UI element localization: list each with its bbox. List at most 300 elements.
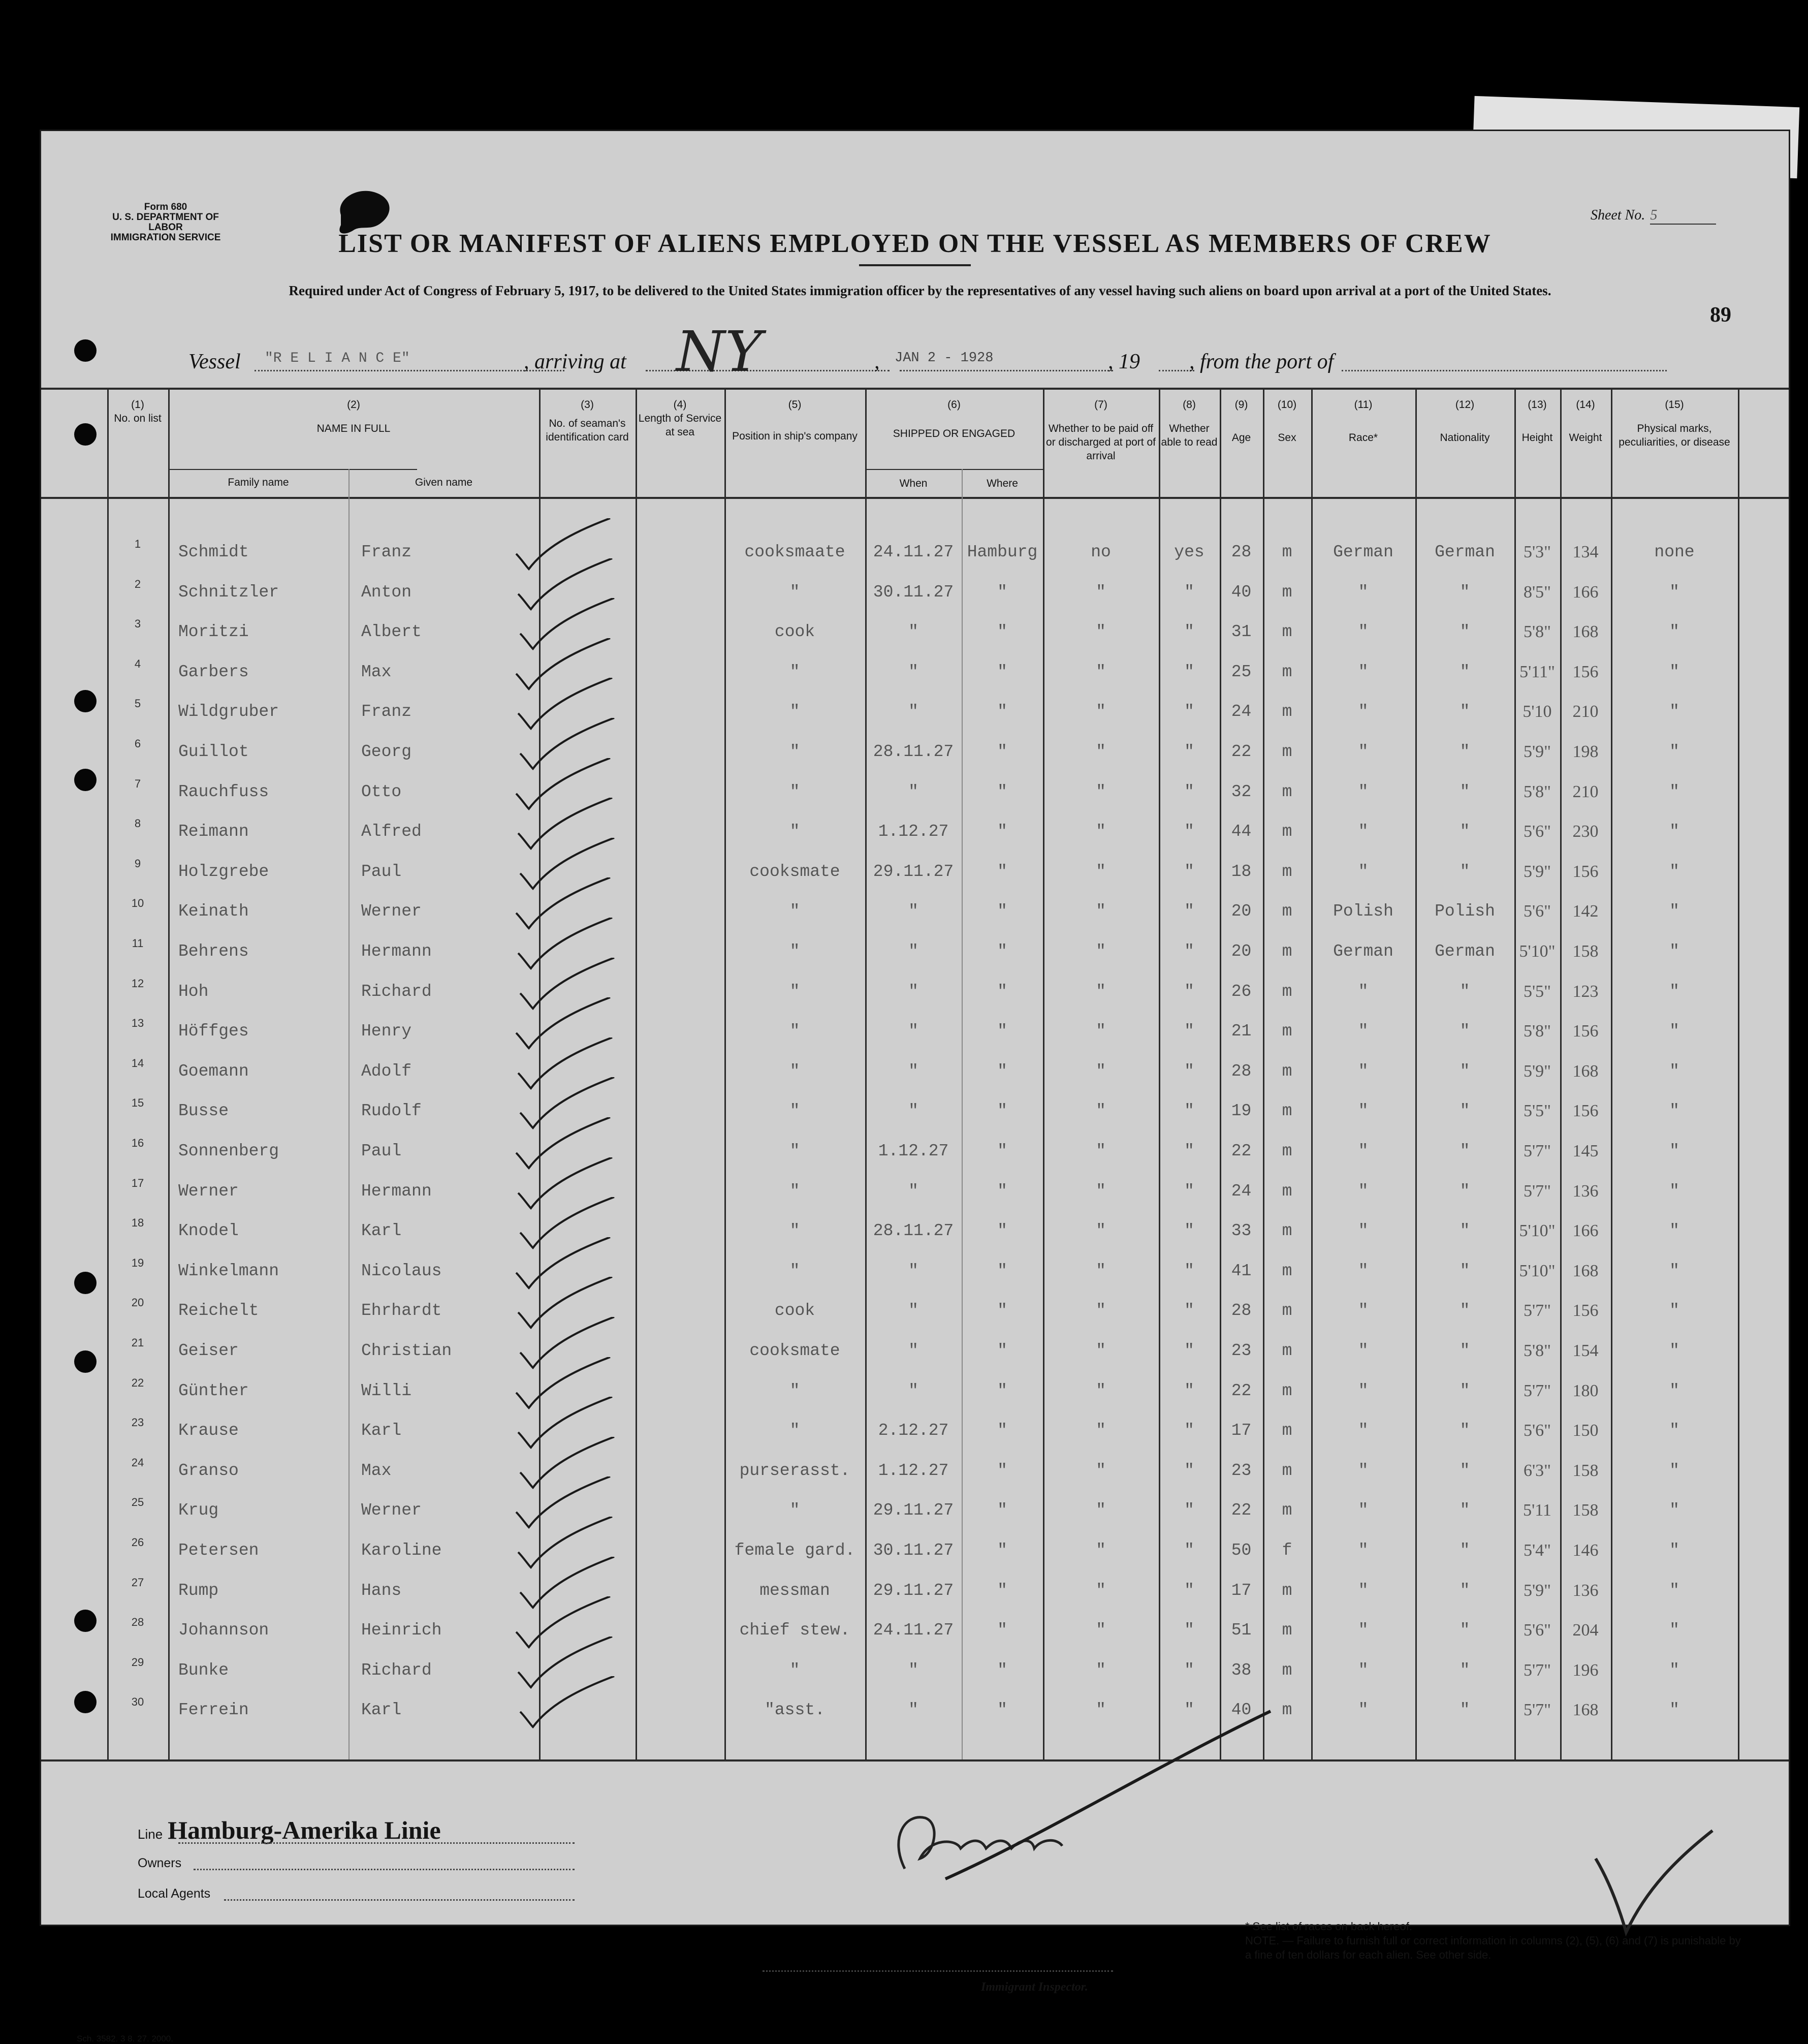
title-rule (859, 264, 971, 266)
row-number: 4 (134, 657, 141, 670)
cell-where: Hamburg (967, 543, 1038, 561)
shipping-line (138, 1815, 441, 1845)
row-number: 18 (131, 1216, 144, 1230)
cell-position: purserasst. (739, 1461, 850, 1480)
row-number: 20 (131, 1296, 144, 1309)
row-number: 28 (131, 1616, 144, 1629)
cell-height: 5'9" (1523, 742, 1551, 761)
cell-age: 33 (1231, 1221, 1252, 1241)
cell-height: 5'10" (1519, 1221, 1556, 1241)
line-value: Hamburg-Amerika Linie (168, 1816, 441, 1844)
cell-where: " (997, 1341, 1007, 1360)
cell-family: Holzgrebe (178, 862, 269, 881)
cell-paid: " (1096, 1461, 1106, 1480)
cell-position: " (789, 1061, 800, 1081)
cell-age: 28 (1231, 543, 1252, 561)
cell-age: 38 (1231, 1660, 1252, 1680)
cell-paid: " (1096, 662, 1106, 681)
cell-age: 24 (1231, 702, 1252, 721)
cell-where: " (997, 1660, 1007, 1680)
cell-race: " (1358, 622, 1369, 642)
schedule-code: Sch. 3582. 3 8. 27. 2000. (77, 2034, 173, 2043)
cell-race: " (1358, 1461, 1369, 1480)
cell-nat: " (1460, 1102, 1470, 1121)
row-number: 21 (131, 1336, 144, 1349)
cell-sex: m (1282, 862, 1292, 881)
cell-age: 40 (1231, 582, 1252, 602)
row-number: 7 (134, 777, 141, 790)
cell-marks: " (1669, 1022, 1679, 1041)
cell-nat: " (1460, 1701, 1470, 1720)
cell-read: " (1184, 982, 1194, 1001)
row-number: 15 (131, 1096, 144, 1110)
cell-age: 26 (1231, 982, 1252, 1001)
cell-nat: " (1460, 702, 1470, 721)
page-number: 89 (1710, 303, 1731, 327)
cell-read: " (1184, 662, 1194, 681)
cell-family: Rauchfuss (178, 782, 269, 801)
cell-nat: " (1460, 1541, 1470, 1560)
cell-age: 51 (1231, 1621, 1252, 1640)
cell-when: " (908, 1381, 918, 1400)
cell-sex: m (1282, 543, 1292, 561)
col-subheader-family: Family name (228, 477, 289, 488)
cell-sex: m (1282, 1061, 1292, 1081)
cell-when: 29.11.27 (873, 1581, 954, 1600)
cell-height: 5'10" (1519, 1261, 1556, 1280)
cell-where: " (997, 862, 1007, 881)
cell-sex: m (1282, 1381, 1292, 1400)
cell-position: " (789, 982, 800, 1001)
cell-marks: " (1669, 622, 1679, 642)
cell-family: Petersen (178, 1541, 259, 1560)
cell-height: 5'6" (1523, 1621, 1551, 1640)
service-name: IMMIGRATION SERVICE (110, 232, 221, 243)
cell-where: " (997, 1701, 1007, 1720)
cell-position: "asst. (765, 1701, 825, 1720)
cell-sex: m (1282, 742, 1292, 761)
cell-race: " (1358, 1261, 1369, 1280)
cell-nat: " (1460, 1381, 1470, 1400)
cell-nat: " (1460, 1461, 1470, 1480)
cell-race: " (1358, 1301, 1369, 1320)
cell-paid: " (1096, 1660, 1106, 1680)
cell-family: Krause (178, 1421, 239, 1440)
cell-paid: " (1096, 1701, 1106, 1720)
cell-race: German (1333, 942, 1393, 961)
cell-where: " (997, 1461, 1007, 1480)
cell-given: Alfred (361, 822, 422, 841)
cell-paid: " (1096, 1061, 1106, 1081)
cell-height: 5'7" (1523, 1142, 1551, 1160)
penalty-note: NOTE. — Failure to furnish full or correct information in columns (2), (5), (6) and (7) is punishable by a fine of ten dollars for each alien. See other side. (1245, 1934, 1741, 1961)
row-number: 19 (131, 1256, 144, 1269)
cell-age: 23 (1231, 1461, 1252, 1480)
cell-when: " (908, 1061, 918, 1081)
cell-marks: none (1654, 543, 1695, 561)
shipped-subheader-line (865, 469, 1043, 470)
cell-read: " (1184, 1701, 1194, 1720)
cell-nat: " (1460, 662, 1470, 681)
cell-race: " (1358, 1701, 1369, 1720)
row-number: 25 (131, 1496, 144, 1509)
cell-where: " (997, 1221, 1007, 1241)
row-number: 1 (134, 538, 141, 550)
col-divider (1738, 388, 1739, 1759)
cell-paid: " (1096, 1621, 1106, 1640)
row-number: 9 (134, 857, 141, 870)
punch-hole (74, 423, 97, 446)
cell-position: " (789, 1102, 800, 1121)
cell-height: 5'9" (1523, 1061, 1551, 1081)
cell-where: " (997, 1061, 1007, 1081)
cell-position: " (789, 1181, 800, 1201)
cell-where: " (997, 1022, 1007, 1041)
col-header-sex: (10) Sex (1277, 399, 1297, 444)
cell-paid: " (1096, 862, 1106, 881)
col-divider (168, 388, 170, 1759)
cell-race: " (1358, 1381, 1369, 1400)
local-agents-label: Local Agents (138, 1886, 211, 1901)
cell-given: Paul (361, 862, 402, 881)
cell-position: " (789, 1022, 800, 1041)
cell-marks: " (1669, 862, 1679, 881)
cell-age: 50 (1231, 1541, 1252, 1560)
cell-family: Keinath (178, 902, 249, 921)
cell-sex: m (1282, 1461, 1292, 1480)
cell-age: 32 (1231, 782, 1252, 801)
cell-race: German (1333, 543, 1393, 561)
cell-when: " (908, 702, 918, 721)
row-number: 10 (131, 897, 144, 910)
cell-race: " (1358, 982, 1369, 1001)
from-port-label: , from the port of (1189, 350, 1334, 373)
row-number: 14 (131, 1056, 144, 1070)
cell-age: 28 (1231, 1301, 1252, 1320)
cell-weight: 150 (1572, 1421, 1599, 1440)
cell-family: Wildgruber (178, 702, 279, 721)
cell-paid: " (1096, 1421, 1106, 1440)
col-header-read: (8) Whether able to read (1161, 399, 1218, 448)
row-number: 11 (132, 937, 144, 950)
cell-when: 24.11.27 (873, 543, 954, 561)
cell-sex: m (1282, 662, 1292, 681)
cell-sex: m (1282, 702, 1292, 721)
cell-sex: m (1282, 902, 1292, 921)
cell-marks: " (1669, 1701, 1679, 1720)
cell-age: 20 (1231, 902, 1252, 921)
cell-height: 5'6" (1523, 902, 1551, 921)
cell-marks: " (1669, 1581, 1679, 1600)
cell-nat: " (1460, 782, 1470, 801)
cell-marks: " (1669, 982, 1679, 1001)
cell-given: Hermann (361, 942, 432, 961)
cell-where: " (997, 942, 1007, 961)
cell-read: " (1184, 1142, 1194, 1160)
col-header-position: (5) Position in ship's company (732, 399, 858, 442)
cell-family: Krug (178, 1501, 219, 1520)
cell-read: " (1184, 1621, 1194, 1640)
cell-family: Rump (178, 1581, 219, 1600)
cell-read: " (1184, 1501, 1194, 1520)
cell-paid: " (1096, 1541, 1106, 1560)
cell-read: " (1184, 1341, 1194, 1360)
cell-height: 5'8" (1523, 782, 1551, 801)
cell-weight: 158 (1572, 1461, 1599, 1480)
col-header-height: (13) Height (1521, 399, 1553, 444)
row-number: 12 (131, 977, 144, 990)
cell-position: " (789, 702, 800, 721)
cell-weight: 198 (1572, 742, 1599, 761)
cell-sex: m (1282, 1501, 1292, 1520)
cell-family: Reichelt (178, 1301, 259, 1320)
cell-position: " (789, 1221, 800, 1241)
cell-when: 29.11.27 (873, 1501, 954, 1520)
cell-family: Guillot (178, 742, 249, 761)
cell-age: 18 (1231, 862, 1252, 881)
cell-sex: m (1282, 582, 1292, 602)
cell-given: Richard (361, 1660, 432, 1680)
cell-paid: " (1096, 902, 1106, 921)
cell-given: Karl (361, 1421, 402, 1440)
cell-position: " (789, 662, 800, 681)
cell-given: Werner (361, 902, 422, 921)
cell-race: " (1358, 1102, 1369, 1121)
cell-position: " (789, 742, 800, 761)
cell-where: " (997, 782, 1007, 801)
cell-where: " (997, 1381, 1007, 1400)
cell-race: " (1358, 1181, 1369, 1201)
cell-marks: " (1669, 822, 1679, 841)
cell-when: 2.12.27 (878, 1421, 949, 1440)
cell-paid: " (1096, 942, 1106, 961)
cell-weight: 168 (1572, 1261, 1599, 1280)
sheet-number (1591, 207, 1716, 225)
cell-nat: " (1460, 622, 1470, 642)
cell-when: " (908, 782, 918, 801)
cell-marks: " (1669, 1261, 1679, 1280)
cell-weight: 230 (1572, 822, 1599, 841)
arriving-label: , arriving at (524, 350, 626, 373)
cell-when: 1.12.27 (878, 822, 949, 841)
cell-sex: m (1282, 982, 1292, 1001)
cell-weight: 210 (1572, 702, 1599, 721)
cell-where: " (997, 742, 1007, 761)
cell-where: " (997, 1501, 1007, 1520)
cell-paid: " (1096, 622, 1106, 642)
cell-when: " (908, 1660, 918, 1680)
cell-given: Adolf (361, 1061, 412, 1081)
cell-given: Otto (361, 782, 402, 801)
cell-given: Max (361, 662, 392, 681)
cell-weight: 168 (1572, 1701, 1599, 1720)
cell-position: cook (774, 1301, 815, 1320)
cell-marks: " (1669, 902, 1679, 921)
cell-read: " (1184, 1461, 1194, 1480)
cell-family: Günther (178, 1381, 249, 1400)
cell-height: 5'3" (1523, 543, 1551, 561)
row-number: 8 (134, 817, 141, 830)
punch-hole (74, 690, 97, 712)
cell-position: " (789, 1421, 800, 1440)
cell-weight: 134 (1572, 543, 1599, 561)
vessel-name: "R E L I A N C E" (265, 351, 410, 366)
cell-sex: m (1282, 1621, 1292, 1640)
row-number: 22 (131, 1376, 144, 1389)
cell-read: " (1184, 1381, 1194, 1400)
cell-nat: " (1460, 982, 1470, 1001)
cell-marks: " (1669, 1501, 1679, 1520)
cell-where: " (997, 1581, 1007, 1600)
cell-weight: 180 (1572, 1381, 1599, 1400)
cell-race: " (1358, 862, 1369, 881)
cell-height: 5'11" (1519, 662, 1555, 681)
cell-where: " (997, 702, 1007, 721)
cell-paid: " (1096, 1181, 1106, 1201)
cell-given: Paul (361, 1142, 402, 1160)
cell-marks: " (1669, 1221, 1679, 1241)
cell-paid: " (1096, 1301, 1106, 1320)
cell-age: 31 (1231, 622, 1252, 642)
cell-position: " (789, 822, 800, 841)
inspector-label: Immigrant Inspector. (981, 1980, 1088, 1994)
cell-sex: m (1282, 1660, 1292, 1680)
col-divider (636, 388, 637, 1759)
cell-position: cooksmaate (744, 543, 845, 561)
cell-sex: m (1282, 1181, 1292, 1201)
page-subtitle: Required under Act of Congress of February 5, 1917, to be delivered to the United States immigration officer by the representatives of any vessel having such aliens on board upon arrival at a port of the United States. (289, 283, 1551, 298)
cell-sex: f (1282, 1541, 1292, 1560)
arrival-date-stamp: JAN 2 - 1928 (895, 351, 994, 366)
cell-when: " (908, 1261, 918, 1280)
col-header-marks: (15) Physical marks, peculiarities, or disease (1619, 399, 1730, 448)
cell-position: cook (774, 622, 815, 642)
cell-nat: " (1460, 862, 1470, 881)
cell-when: " (908, 1102, 918, 1121)
cell-family: Winkelmann (178, 1261, 279, 1280)
cell-age: 17 (1231, 1421, 1252, 1440)
cell-given: Hans (361, 1581, 402, 1600)
col-header-no: (1) No. on list (114, 399, 162, 424)
cell-age: 20 (1231, 942, 1252, 961)
cell-family: Garbers (178, 662, 249, 681)
cell-given: Franz (361, 702, 412, 721)
races-note: * See list of races on back hereof. (1245, 1920, 1412, 1933)
cell-when: " (908, 1301, 918, 1320)
row-number: 27 (131, 1576, 144, 1589)
cell-race: " (1358, 1341, 1369, 1360)
cell-position: cooksmate (749, 1341, 840, 1360)
row-number: 3 (134, 617, 141, 631)
cell-height: 5'5" (1523, 982, 1551, 1001)
year-label: , 19 (1108, 350, 1140, 373)
punch-hole (74, 769, 97, 791)
cell-height: 5'6" (1523, 1421, 1551, 1440)
cell-sex: m (1282, 1221, 1292, 1241)
cell-family: Knodel (178, 1221, 239, 1241)
cell-weight: 158 (1572, 1501, 1599, 1520)
cell-position: " (789, 582, 800, 602)
cell-marks: " (1669, 1142, 1679, 1160)
cell-read: " (1184, 1061, 1194, 1081)
cell-age: 21 (1231, 1022, 1252, 1041)
cell-sex: m (1282, 1421, 1292, 1440)
cell-read: " (1184, 1102, 1194, 1121)
cell-weight: 136 (1572, 1581, 1599, 1600)
department-name: U. S. DEPARTMENT OF LABOR (112, 212, 219, 233)
punch-hole (74, 1610, 97, 1632)
cell-nat: " (1460, 1660, 1470, 1680)
cell-position: cooksmate (749, 862, 840, 881)
cell-nat: " (1460, 1261, 1470, 1280)
cell-when: " (908, 982, 918, 1001)
cell-weight: 210 (1572, 782, 1599, 801)
cell-weight: 156 (1572, 862, 1599, 881)
form-number: Form 680 (144, 202, 187, 212)
cell-where: " (997, 582, 1007, 602)
cell-where: " (997, 1261, 1007, 1280)
cell-given: Franz (361, 543, 412, 561)
cell-paid: " (1096, 582, 1106, 602)
cell-family: Ferrein (178, 1701, 249, 1720)
manifest-sheet: Form 680 U. S. DEPARTMENT OF LABOR IMMIGRATION SERVICE Sheet No. 5 LIST OR MANIFEST OF ALIENS EMPLOYED ON THE VESSEL AS MEMBERS OF CREW Required under Act of Congress of February 5, 1917, to be delivered to the United States immigration officer by the representatives of any vessel having such aliens on board upon arrival at a port of the United States. 89 Vessel "R E L I A N C E" , arriving at NY , JAN 2 - 1928 , 19 , from the port of (1) No. on list (2) NAME IN FULL Family name Given name (3) No. of seaman's identification card (4) Length of Service at sea (5) Position in ship's company (6) SHIPPED OR ENGAGED When Where (7) Whether to be paid off or discharged at port of arrival (8) Whether able to read (9) Age (10) Sex (11) Race* (12) Nationality (13) Height (14) Weight (15) Physical marks, peculiarities, or disease 1 Schmidt Franz cooksmaate 24.11.27 Hamburg no yes 28 m German German 5'3" 134 none 2 Schnitzler Anton " 30.11.27 " " " 40 m " " 8'5" 166 " 3 Moritzi Albert cook " " " " 31 m " " 5'8" 168 " 4 Garbers Max " " " " " 25 m " " 5'11" 156 " 5 Wildgruber Franz " " " " " 24 m " " 5'10 210 " 6 Guillot Georg " 28.11.27 " " " 22 m " " 5'9" 198 " 7 Rauchfuss Otto " " " " " 32 m " " 5'8" 210 " 8 Reimann Alfred " 1.12.27 " " " 44 m " " 5'6" 230 " 9 Holzgrebe Paul cooksmate 29.11.27 " " " 18 m " " 5'9" 156 " 10 Keinath Werner " " " " " 20 m Polish Polish 5'6" 142 " 11 Behrens Hermann " " " " " 20 m German German 5'10" 158 " 12 Hoh Richard " " " " " 26 m " " 5'5" 123 " 13 Höffges Henry " " " " " 21 m " " 5'8" 156 " 14 Goemann Adolf " " " " " 28 m " " 5'9" 168 " 15 Busse Rudolf " " " " " 19 m " " 5'5" 156 " 16 Sonnenberg Paul " 1.12.27 " " " 22 m " " 5'7" 145 " 17 Werner Hermann " " " " " 24 m " " 5'7" 136 " 18 Knodel Karl " 28.11.27 " " " 33 m " " 5'10" 166 " 19 Winkelmann Nicolaus " " " " " 41 m " " 5'10" 168 " 20 Reichelt Ehrhardt cook " " " " 28 m " " 5'7" 156 " 21 Geiser Christian cooksmate " " " " 23 m " " 5'8" 154 " 22 Günther Willi " " " " " 22 m " " 5'7" 180 " 23 Krause Karl " 2.12.27 " " " 17 m " " 5'6" 150 " 24 Granso Max purserasst. 1.12.27 " " " 23 m " " 6'3" 158 " 25 Krug Werner " 29.11.27 " " " 22 m " " 5'11 158 " 26 Petersen Karoline female gard. 30.11.27 " " " 50 f " " 5'4" 146 " 27 Rump Hans messman 29.11.27 " " " 17 m " " 5'9" 136 " 28 Johannson Heinrich chief stew. 24.11.27 " " " 51 m " " 5'6" 204 " 29 Bunke Richard " " " " " 38 m " " 5'7" 196 " 30 Ferrein Karl "asst. " " " " 40 m " " 5'7" 168 " Line Hamburg-Amerika Linie Owners Local Agents Immigrant Inspector. * See list of races on back hereof. NOTE. — Failure to furnish full or correct information in columns (2), (5), (6) and (7) is punishable by a fine of ten dollars for each alien. See other side. Sch. 3582. 3 8. 27. 2000. (40, 130, 1790, 1926)
cell-family: Schnitzler (178, 582, 279, 602)
cell-paid: " (1096, 1381, 1106, 1400)
cell-position: female gard. (734, 1541, 855, 1560)
cell-weight: 145 (1572, 1142, 1599, 1160)
cell-weight: 196 (1572, 1660, 1599, 1680)
cell-read: " (1184, 1541, 1194, 1560)
cell-where: " (997, 1541, 1007, 1560)
cell-marks: " (1669, 702, 1679, 721)
name-subheader-line (168, 469, 417, 470)
cell-weight: 154 (1572, 1341, 1599, 1360)
row-number: 13 (131, 1017, 144, 1030)
cell-marks: " (1669, 1660, 1679, 1680)
owners-label: Owners (138, 1856, 182, 1870)
cell-given: Rudolf (361, 1102, 422, 1121)
cell-weight: 156 (1572, 662, 1599, 681)
cell-given: Karl (361, 1701, 402, 1720)
cell-race: " (1358, 782, 1369, 801)
cell-family: Moritzi (178, 622, 249, 642)
cell-where: " (997, 1181, 1007, 1201)
row-number: 2 (134, 577, 141, 590)
cell-paid: " (1096, 1581, 1106, 1600)
cell-age: 44 (1231, 822, 1252, 841)
col-header-race: (11) Race* (1348, 399, 1378, 444)
col-header-paid-off: (7) Whether to be paid off or discharged at port of arrival (1046, 399, 1156, 462)
cell-race: " (1358, 1061, 1369, 1081)
cell-paid: no (1091, 543, 1111, 561)
cell-given: Christian (361, 1341, 452, 1360)
cell-nat: Polish (1435, 902, 1495, 921)
cell-weight: 166 (1572, 1221, 1599, 1241)
col-header-shipped: (6) SHIPPED OR ENGAGED (893, 399, 1016, 439)
cell-read: " (1184, 1181, 1194, 1201)
cell-position: " (789, 902, 800, 921)
cell-read: yes (1174, 543, 1204, 561)
id-check-mark (518, 1676, 619, 1732)
cell-weight: 168 (1572, 622, 1599, 642)
cell-sex: m (1282, 1022, 1292, 1041)
cell-given: Nicolaus (361, 1261, 442, 1280)
cell-position: " (789, 1142, 800, 1160)
cell-nat: " (1460, 1421, 1470, 1440)
cell-height: 5'8" (1523, 1341, 1551, 1360)
cell-height: 8'5" (1523, 582, 1551, 602)
cell-nat: German (1435, 942, 1495, 961)
